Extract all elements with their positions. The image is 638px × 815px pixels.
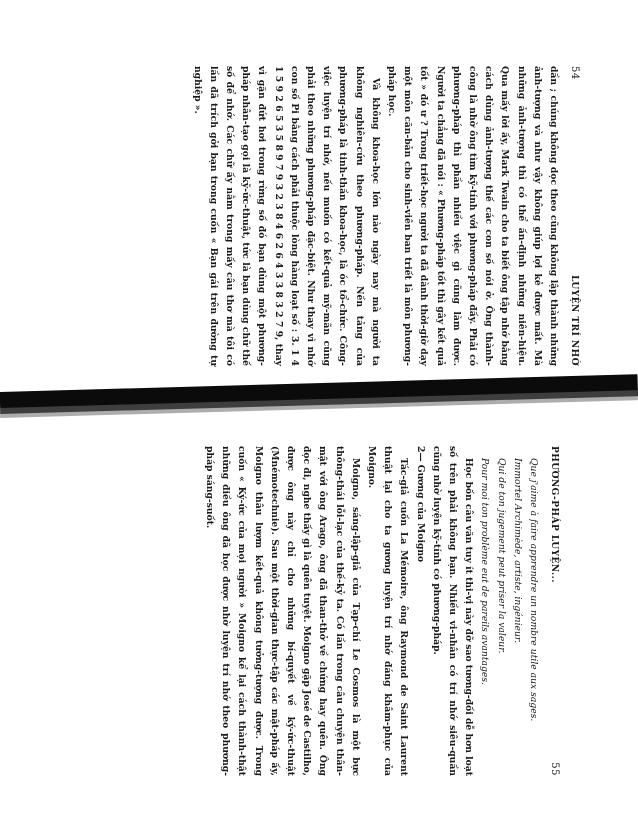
paragraph: Và không khoa-học lớn nào ngày nay mà người ta không nghiên-cứu theo phương-pháp. Nền tảng của phương-pháp là tinh-thần khoa-học, là óc tổ-chức. Công-việc luyện trí nhớ, nếu muốn có kết-quả mỹ-mãn cũng phải theo những phương-pháp đặc-biệt. Như thay vì nhớ con số Pi bằng cách phải thuộc lòng hàng loạt số : 3. 1 4 1 5 9 2 6 5 3 5 8 9 7 9 3 2 3 8 4 6 2 6 4 3 3 8 3 2 7 9, thay vì gặn đứt hơi trong rừng số đó bạn dùng một phương-pháp nhân-tạo gọi là kỹ-ức-thuật, tức là bạn dùng chữ thế số để nhớ. Các chữ ấy nằm trong mấy câu thơ mà tôi có lần đã trích gởi bạn trong cuốn « Bạn gái trên đường tự nghiệp ». xyxy=(191,66,381,366)
quote-line: Pour moi ton problème eut de pareils avantages. xyxy=(479,458,491,685)
book-page-55 xyxy=(60,446,560,776)
section-subheading: 2— Gương của Moigno xyxy=(414,446,426,563)
paragraph: Moigno, sáng-lập-giả của Tạp-chí Le Cosmos là một bực thông-thái lỗi-lạc của thế-kỷ ta. Có lần trong câu chuyện thân-mật với ông Arago, ông đã than-thở về chứng hay quên. Ông đọc đi, nghe thấy gì là quên tuyệt. Moigno gặp José de Castilho, được ông này chỉ cho những bí-quyết về ký-ức-thuật (Mnémotechnie). Sau một thời-gian thực-tập các mật-pháp ấy, Moigno thâu lượm kết-quả không tưởng-tượng được. Trong cuốn « Ký-ức của mọi người » Moigno kể lại cách thành-thật những điều ông đã học được nhờ luyện trí nhớ theo phương-pháp sáng-suốt. xyxy=(203,446,361,776)
paragraph: dần ; chúng không dọc theo cũng không lập thành những ảnh-tượng và như vậy không giúp lợi kẻ được mất. Mà những ảnh-tượng thì có thể ấn-định những niên-hiệu. Qua mấy lời ấy, Mark Twain cho ta biết ông tập nhớ bằng cách dùng ảnh-tượng thế các con số nói ở. Ông thành-công là nhờ ông tìm kỹ-tính với phương-pháp đấy. Phải có phương-pháp thì phần nhiều việc gì cũng làm được. Người ta chẳng đã nói : « Phương-pháp tốt thì gây kết quả tốt » đó ư ? Trong triết-học người ta đã dành thời-giờ dạy một môn căn-bản cho sinh-viên ban triết là môn phương-pháp học. xyxy=(385,66,559,366)
paragraph: Học bốn câu văn tuy ít thi-vị này đỡ sao tương-đối dễ hơn loạt số trên phải không bạn. Nhiều vi-nhân có trí nhớ siêu-quần cũng nhờ luyện kỹ-tính có phương-pháp. xyxy=(430,446,475,776)
running-head: LUYỆN TRÍ NHỚ xyxy=(569,275,579,366)
page-header xyxy=(549,446,560,776)
page-number: 54 xyxy=(569,66,580,80)
book-page-54 xyxy=(75,66,580,366)
page-body xyxy=(188,66,561,366)
quote-line: Immortel Archimède, artiste, ingénieur. xyxy=(511,458,523,644)
running-head: PHƯƠNG-PHÁP LUYỆN... xyxy=(549,446,559,583)
quote-line: Qui de ton jugement peut priser la valeur. xyxy=(495,458,507,654)
page-body xyxy=(201,446,541,776)
paragraph: Tác-giả cuốn La Mémoire, ông Raymond de Saint Laurent thuật lại cho ta gương luyện trí nhớ đáng khâm-phục của Moigno. xyxy=(365,446,410,776)
page-header xyxy=(569,66,580,366)
quote-line: Que j'aime à faire apprendre un nombre utile aux sages. xyxy=(528,458,539,722)
page-number: 55 xyxy=(549,762,560,776)
